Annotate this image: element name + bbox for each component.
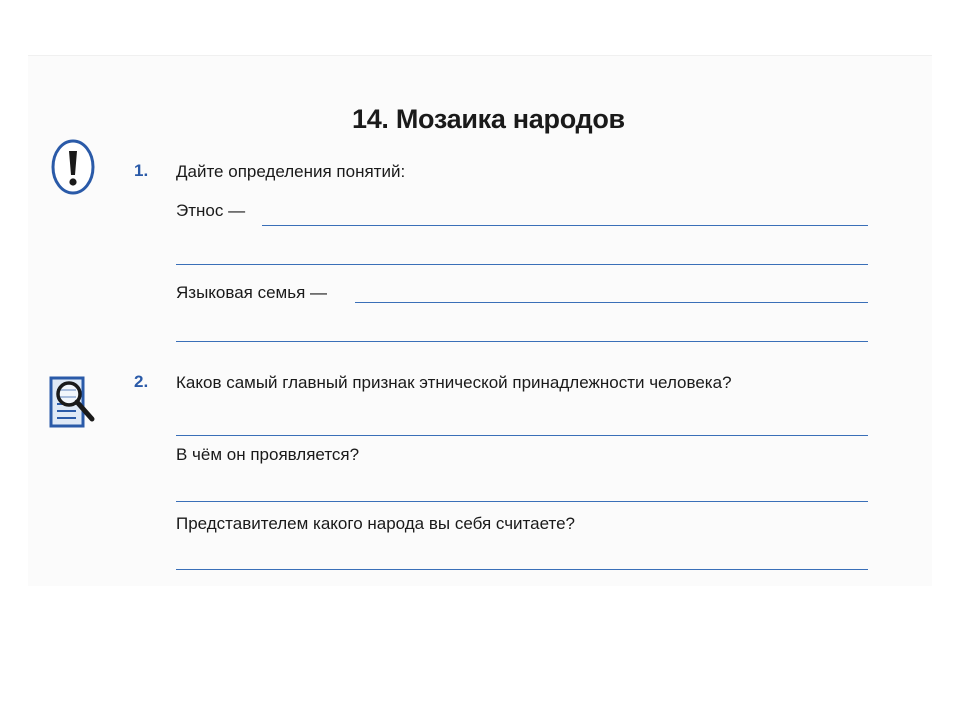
task1-prompt: Дайте определения понятий:	[176, 162, 406, 181]
task2-question-main-sign: Каков самый главный признак этнической принадлежности человека?	[176, 373, 732, 392]
exclamation-icon	[50, 139, 96, 195]
magnifier-document-icon	[48, 374, 96, 430]
answer-line-nationality[interactable]	[176, 569, 868, 570]
task2-question-nationality: Представителем какого народа вы себя считаете?	[176, 514, 575, 533]
task2-question-manifestation: В чём он проявляется?	[176, 445, 360, 464]
page-title: 14. Мозаика народов	[352, 104, 625, 134]
task1-number: 1.	[134, 161, 149, 180]
answer-line-ethnos[interactable]	[262, 225, 868, 226]
answer-line-manifestation[interactable]	[176, 501, 868, 502]
term-language-family-label: Языковая семья —	[176, 283, 328, 302]
answer-line-main-sign[interactable]	[176, 435, 868, 436]
answer-line-language-family-continued[interactable]	[176, 341, 868, 342]
term-ethnos-label: Этнос —	[176, 201, 246, 220]
answer-line-ethnos-continued[interactable]	[176, 264, 868, 265]
answer-line-language-family[interactable]	[355, 302, 868, 303]
task2-number: 2.	[134, 372, 149, 391]
